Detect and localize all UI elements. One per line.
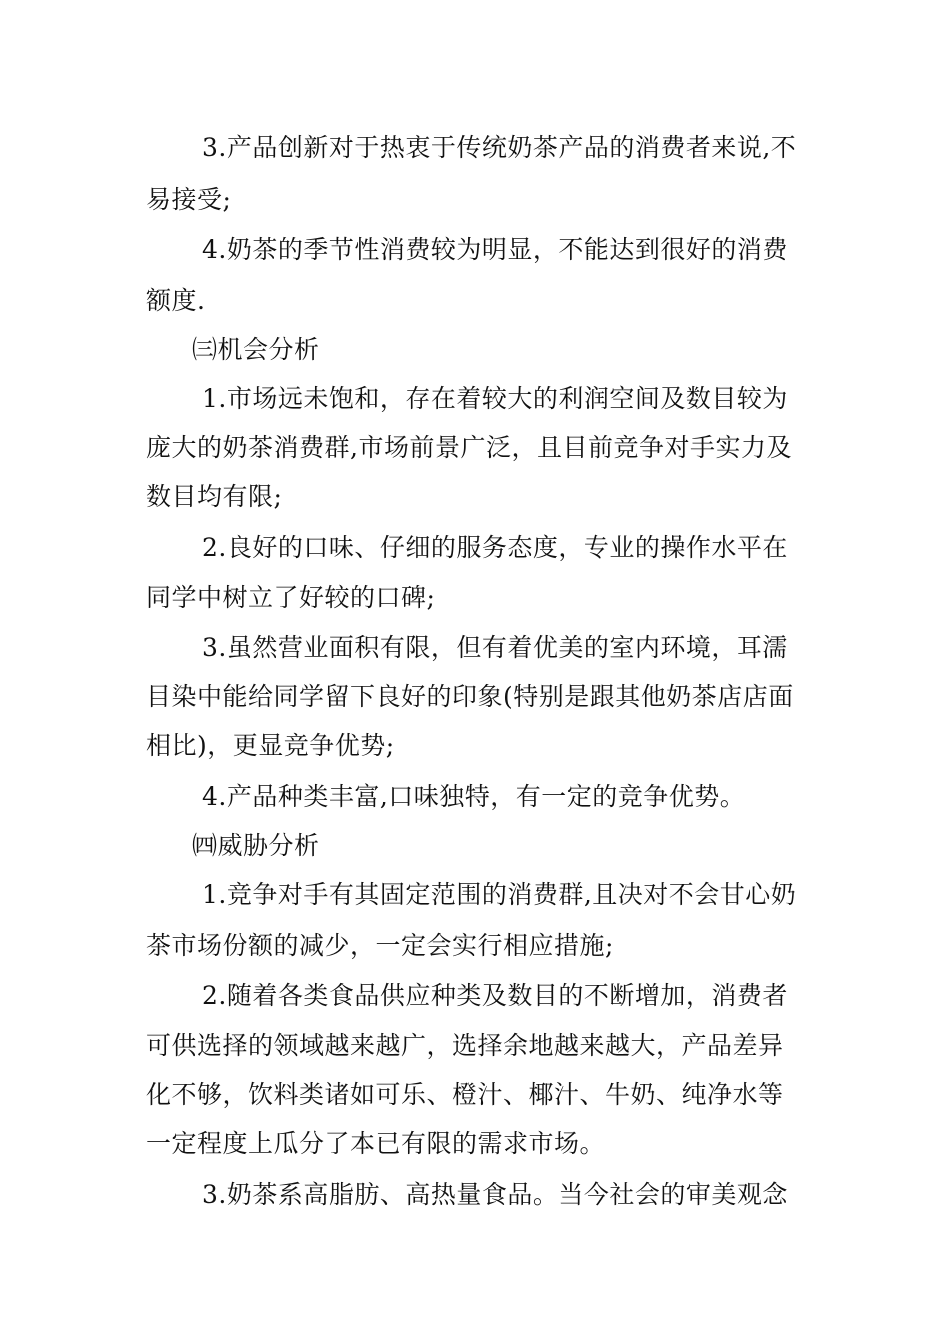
paragraph-line: 3.奶茶系高脂肪、高热量食品。当今社会的审美观念 xyxy=(202,1180,788,1209)
paragraph-line: 化不够，饮料类诸如可乐、橙汁、椰汁、牛奶、纯净水等 xyxy=(146,1080,784,1109)
paragraph-line: 目染中能给同学留下良好的印象(特别是跟其他奶茶店店面 xyxy=(146,682,794,711)
paragraph-line: 数目均有限; xyxy=(146,482,283,511)
paragraph-line: 2.随着各类食品供应种类及数目的不断增加，消费者 xyxy=(202,981,788,1010)
paragraph-line: 一定程度上瓜分了本已有限的需求市场。 xyxy=(146,1129,606,1158)
paragraph-line: 2.良好的口味、仔细的服务态度，专业的操作水平在 xyxy=(202,533,788,562)
paragraph-line: 相比)，更显竞争优势; xyxy=(146,731,395,760)
paragraph-line: 易接受; xyxy=(146,185,232,214)
section-heading: ㈣威胁分析 xyxy=(192,831,320,860)
section-heading: ㈢机会分析 xyxy=(192,335,320,364)
paragraph-line: 4.产品种类丰富,口味独特，有一定的竞争优势。 xyxy=(202,782,746,811)
paragraph-line: 1.市场远未饱和，存在着较大的利润空间及数目较为 xyxy=(202,384,788,413)
paragraph-line: 1.竞争对手有其固定范围的消费群,且决对不会甘心奶 xyxy=(202,880,797,909)
paragraph-line: 茶市场份额的减少，一定会实行相应措施; xyxy=(146,931,614,960)
paragraph-line: 可供选择的领域越来越广，选择余地越来越大，产品差异 xyxy=(146,1031,784,1060)
paragraph-line: 同学中树立了好较的口碑; xyxy=(146,583,436,612)
paragraph-line: 庞大的奶茶消费群,市场前景广泛，且目前竞争对手实力及 xyxy=(146,433,792,462)
paragraph-line: 3.虽然营业面积有限，但有着优美的室内环境，耳濡 xyxy=(202,633,788,662)
paragraph-line: 3.产品创新对于热衷于传统奶茶产品的消费者来说,不 xyxy=(202,133,797,162)
paragraph-line: 4.奶茶的季节性消费较为明显，不能达到很好的消费 xyxy=(202,235,788,264)
paragraph-line: 额度. xyxy=(146,286,206,315)
